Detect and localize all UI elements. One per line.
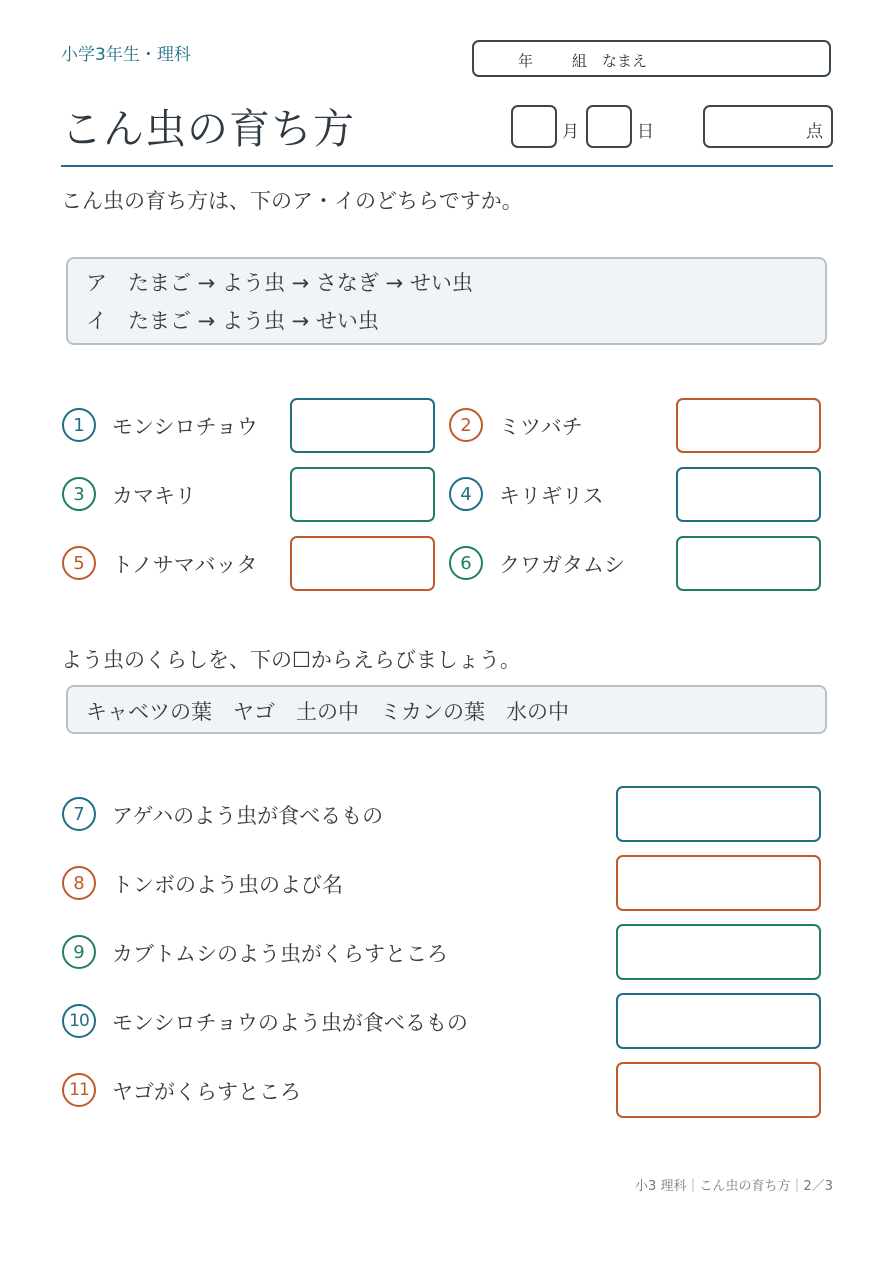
q2-choices-panel: [66, 685, 827, 734]
name-label: なまえ: [602, 52, 648, 70]
option-b: イ たまご → よう虫 → せい虫: [86, 309, 379, 333]
answer-box-2[interactable]: [676, 398, 821, 453]
number-badge-10: 10: [62, 1004, 96, 1038]
score-label: 点: [806, 122, 823, 142]
number-badge-11: 11: [62, 1073, 96, 1107]
month-field[interactable]: [511, 105, 557, 148]
class-label: 組: [572, 52, 588, 70]
answer-box-4[interactable]: [676, 467, 821, 522]
page-footer: 小3 理科｜こん虫の育ち方｜2／3: [635, 1179, 833, 1194]
answer-box-9[interactable]: [616, 924, 821, 980]
page-title: こん虫の育ち方: [61, 105, 355, 153]
item-label-3: カマキリ: [112, 484, 196, 508]
answer-box-1[interactable]: [290, 398, 435, 453]
item-label-11: ヤゴがくらすところ: [112, 1080, 301, 1104]
number-badge-9: 9: [62, 935, 96, 969]
answer-box-8[interactable]: [616, 855, 821, 911]
item-label-2: ミツバチ: [499, 415, 583, 439]
day-field[interactable]: [586, 105, 632, 148]
number-badge-4: 4: [449, 477, 483, 511]
option-a: ア たまご → よう虫 → さなぎ → せい虫: [86, 271, 473, 295]
answer-box-11[interactable]: [616, 1062, 821, 1118]
header-divider: [61, 165, 833, 167]
answer-box-6[interactable]: [676, 536, 821, 591]
number-badge-7: 7: [62, 797, 96, 831]
number-badge-6: 6: [449, 546, 483, 580]
answer-box-10[interactable]: [616, 993, 821, 1049]
q1-options-panel: [66, 257, 827, 345]
item-label-7: アゲハのよう虫が食べるもの: [112, 804, 384, 828]
answer-box-7[interactable]: [616, 786, 821, 842]
q1-prompt: こん虫の育ち方は、下のア・イのどちらですか。: [61, 189, 523, 213]
item-label-5: トノサマバッタ: [112, 553, 258, 577]
item-label-9: カブトムシのよう虫がくらすところ: [112, 942, 448, 966]
day-label: 日: [637, 122, 654, 142]
answer-box-3[interactable]: [290, 467, 435, 522]
month-label: 月: [562, 122, 579, 142]
number-badge-1: 1: [62, 408, 96, 442]
year-label: 年: [518, 52, 534, 70]
number-badge-5: 5: [62, 546, 96, 580]
choice-list: キャベツの葉 ヤゴ 土の中 ミカンの葉 水の中: [86, 700, 569, 724]
item-label-4: キリギリス: [499, 484, 604, 508]
item-label-1: モンシロチョウ: [112, 415, 258, 439]
number-badge-3: 3: [62, 477, 96, 511]
q2-prompt: よう虫のくらしを、下の☐からえらびましょう。: [61, 648, 521, 672]
item-label-8: トンボのよう虫のよび名: [112, 873, 343, 897]
number-badge-8: 8: [62, 866, 96, 900]
item-label-10: モンシロチョウのよう虫が食べるもの: [112, 1011, 468, 1035]
answer-box-5[interactable]: [290, 536, 435, 591]
grade-label: 小学3年生・理科: [61, 45, 191, 65]
item-label-6: クワガタムシ: [499, 553, 625, 577]
number-badge-2: 2: [449, 408, 483, 442]
